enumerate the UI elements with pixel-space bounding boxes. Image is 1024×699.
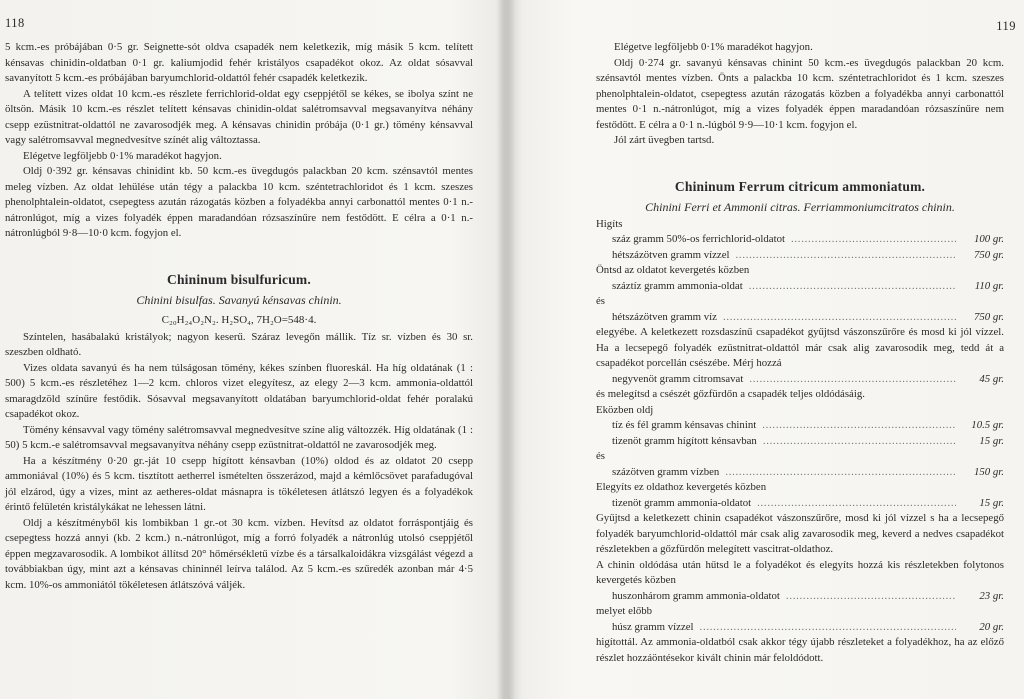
dot-leader xyxy=(749,372,956,388)
instruction-label: Öntsd az oldatot kevergetés közben xyxy=(596,264,750,276)
instruction-label: és xyxy=(596,450,605,462)
dot-leader xyxy=(762,418,956,434)
ingredient-row xyxy=(596,620,1004,636)
dot-leader xyxy=(786,589,956,605)
instruction-label: Elegyíts ez oldathoz kevergetés közben xyxy=(596,481,767,493)
section-title: Chininum bisulfuricum. xyxy=(167,271,311,287)
paragraph: Színtelen, hasábalakú kristályok; nagyon keserű. Száraz levegőn mállik. Tíz sr. vízben és 30 sr. szeszben oldható. xyxy=(5,330,473,358)
ingredient-row xyxy=(596,372,1004,388)
paragraph: Elégetve legföljebb 0·1% maradékot hagyjon. xyxy=(614,41,813,53)
ingredient-name: százötven gramm vízben xyxy=(612,465,720,478)
instruction-label: Eközben oldj xyxy=(596,403,654,416)
ingredient-amount: 20 gr. xyxy=(979,620,1004,633)
paragraph: Oldj 0·392 gr. kénsavas chinidint kb. 50 kcm.-es üvegdugós palackban 20 kcm. szénsavtól mentes meleg vízben. Az oldat lehülése után tégy a palackba 10 kcm. széntetrachloridot és 1 kcm. szeszes phenolphtalein-oldatot, csepegtess azután rázogatás közben a folyadékba annyi carbonattól mentes 0·1 n.-nátronlúgot, míg a vizes folyadék éppen maradandóan rózsaszínűre nem festődött. E célra a 0·1 n.-nátronlúgból 9·8—10·0 kcm. fogyjon el. xyxy=(5,165,473,239)
ingredient-amount: 750 gr. xyxy=(974,310,1004,323)
paragraph: higítottál. Az ammonia-oldatból csak akkor tégy újabb részleteket a folyadékhoz, ha az előző részlet hozzáöntésekor kivált chinin már feloldódott. xyxy=(596,636,1004,664)
paragraph: Oldj 0·274 gr. savanyú kénsavas chinint 50 kcm.-es üvegdugós palackban 20 kcm. szénsavtól mentes vízben. Önts a palackba 10 kcm. széntetrachloridot és 1 kcm. szeszes phenolphtalein-oldatot, csepegtess azután rázogatás közben a folyadékba annyi carbonattól mentes 0·1 n.-nátronlúgot, míg a vizes folyadék éppen maradandóan rózsaszínűre nem festődött. E célra a 0·1 n.-lúgból 9·9—10·1 kcm. fogyjon el. xyxy=(596,56,1004,131)
ingredient-amount: 45 gr. xyxy=(979,372,1004,385)
ingredient-row xyxy=(596,232,1004,248)
instruction-label: és xyxy=(596,295,605,307)
ingredient-row xyxy=(596,418,1004,434)
dot-leader xyxy=(736,248,956,264)
right-page xyxy=(510,0,1024,699)
paragraph: A chinin oldódása után hűtsd le a folyadékot és elegyíts hozzá kis részletekben folytonos kevergetés közben xyxy=(596,558,1004,586)
ingredient-row xyxy=(596,589,1004,605)
ingredient-row xyxy=(596,434,1004,450)
ingredient-name: tizenöt gramm hígított kénsavban xyxy=(612,434,757,447)
ingredient-name: száztíz gramm ammonia-oldat xyxy=(612,279,743,292)
dot-leader xyxy=(700,620,956,636)
section-title: Chininum Ferrum citricum ammoniatum. xyxy=(674,178,926,194)
ingredient-amount: 100 gr. xyxy=(974,233,1004,245)
paragraph: Oldj a készítményből kis lombikban 1 gr.-ot 30 kcm. vízben. Hevítsd az oldatot forráspontjáig és csepegtess hozzá annyi (kb. 2 kcm.) n.-nátronlúgot, míg a forró folyadék a nátronlúg utolsó cseppjétől éppen megzavarosodik. A lombikot állítsd 20° hőmérsékletű vízbe és a társalkaloidákra vizsgálást végezd a továbbiakban úgy, mint azt a kénsavas chininnél leírva találod. Az 5 kcm.-es szűredék azonban már 4·5 kcm. 10%-os ammoniától tökéletesen átlátszóvá váljék. xyxy=(5,516,473,591)
left-page-body xyxy=(5,40,473,593)
paragraph: Ha a készítmény 0·20 gr.-ját 10 csepp hígított kénsavban (10%) oldod és az oldatot 20 csepp ammoniával (10%) és 5 kcm. tisztított aetherrel ismételten összerázod, majd a kémlőcsövet parafadugóval jól elzárod, úgy a vizes, mint az aetheres-oldat másnapra is tökéletesen átlátszó legyen és a folyadékok érintő felületén kristálykákat ne lehessen látni. xyxy=(5,454,473,513)
instruction-label: Higíts xyxy=(596,217,623,230)
paragraph: elegyébe. A keletkezett rozsdaszínű csapadékot gyűjtsd vászonszűrőre és mosd ki jól vízzel. Ha a lecsepegő folyadék ezüstnitrat-oldattól már csak alig zavarosodik meg, tedd át a csapadékot porcellán csészébe. Mérj hozzá xyxy=(596,326,1004,369)
ingredient-amount: 15 gr. xyxy=(979,434,1004,447)
ingredient-name: húsz gramm vízzel xyxy=(612,620,694,633)
ingredient-amount: 23 gr. xyxy=(979,589,1004,602)
ingredient-amount: 15 gr. xyxy=(979,496,1004,509)
chemical-formula: C₂₀H₂₄O₂N₂. H₂SO₄, 7H₂O=548·4. xyxy=(161,313,317,326)
dot-leader xyxy=(791,232,956,248)
ingredient-amount: 110 gr. xyxy=(974,279,1004,292)
ingredient-name: száz gramm 50%-os ferrichlorid-oldatot xyxy=(612,233,785,245)
right-page-body xyxy=(596,40,1004,666)
paragraph: 5 kcm.-es próbájában 0·5 gr. Seignette-sót oldva csapadék nem keletkezik, míg másik 5 kcm. telített kénsavas chinidin-oldatban 0·1 gr. kaliumjodid fehér kristályos csapadékot okoz. Az oldat sósavval savanyított 5 kcm.-es próbájában baryumchlorid-oldattól fehér csapadék keletkezik. xyxy=(5,41,473,84)
dot-leader xyxy=(757,496,956,512)
ingredient-name: huszonhárom gramm ammonia-oldatot xyxy=(612,589,780,602)
ingredient-name: negyvenöt gramm citromsavat xyxy=(612,372,744,385)
paragraph: Vizes oldata savanyú és ha nem túlságosan tömény, kékes színben fluoreskál. Ha híg oldatának (1 : 500) 5 kcm.-es részletéhez 1—2 kcm. chloros vizet elegyítesz, az elegy 2—3 kcm. ammonia-oldattól smaragdzöld színűre festődik. Sósavval megsavanyított oldatában baryumchlorid-oldat fehér poralakú csapadékot okoz. xyxy=(5,361,473,420)
instruction-label: melyet előbb xyxy=(596,605,653,617)
paragraph: Tömény kénsavval vagy tömény salétromsavval megnedvesítve színe alig változzék. Híg oldatának (1 : 50) 5 kcm.-e salétromsavval megsavanyítva néhány csepp ezüstnitrat-oldattól ne zavarosodjék meg. xyxy=(5,423,473,451)
paragraph: Jól zárt üvegben tartsd. xyxy=(614,134,715,146)
ingredient-amount: 10.5 gr. xyxy=(971,419,1004,431)
ingredient-amount: 750 gr. xyxy=(974,248,1004,261)
recipe-list xyxy=(596,217,1004,667)
section-subtitle: Chinini bisulfas. Savanyú kénsavas chinin. xyxy=(136,292,342,307)
left-page xyxy=(0,0,500,699)
dot-leader xyxy=(725,465,956,481)
section-subtitle: Chinini Ferri et Ammonii citras. Ferriammoniumcitratos chinin. xyxy=(645,199,955,214)
ingredient-row xyxy=(596,496,1004,512)
ingredient-amount: 150 gr. xyxy=(974,465,1004,478)
ingredient-row xyxy=(596,465,1004,481)
ingredient-row xyxy=(596,310,1004,326)
paragraph: A telített vizes oldat 10 kcm.-es részlete ferrichlorid-oldat egy cseppjétől se kékes, se ibolya színt ne öltsön. Másik 10 kcm.-es részlet telített kénsavas chinidin-oldat salétromsavval megsavanyítva néhány csepp ezüstnitrat-oldattól ne zavarosodjék meg. A kénsavas chinidin próbája (0·1 gr.) tömény kénsavval vagy salétromsavval megnedvesítve színét alig változtassa. xyxy=(5,87,473,146)
paragraph: Elégetve legföljebb 0·1% maradékot hagyjon. xyxy=(23,149,222,162)
page-number-right: 119 xyxy=(996,19,1016,33)
page-number-left: 118 xyxy=(5,16,25,30)
ingredient-row xyxy=(596,279,1004,295)
dot-leader xyxy=(763,434,956,450)
ingredient-name: hétszázötven gramm vízzel xyxy=(612,248,730,261)
ingredient-row xyxy=(596,248,1004,264)
ingredient-name: hétszázötven gramm víz xyxy=(612,310,717,323)
dot-leader xyxy=(723,310,956,326)
ingredient-name: tizenöt gramm ammonia-oldatot xyxy=(612,496,752,509)
dot-leader xyxy=(749,279,956,295)
instruction-label: és melegítsd a csészét gőzfürdőn a csapadék teljes oldódásáig. xyxy=(596,388,865,400)
ingredient-name: tíz és fél gramm kénsavas chinint xyxy=(612,419,757,431)
paragraph: Gyűjtsd a keletkezett chinin csapadékot vászonszűrőre, mosd ki jól vízzel s ha a lecsepegő folyadék baryumchlorid-oldattól már csak alig zavarosodik meg, keverd a nedves csapadékot részletekben a gőzfürdőn melegített vascitrat-oldathoz. xyxy=(596,512,1004,555)
